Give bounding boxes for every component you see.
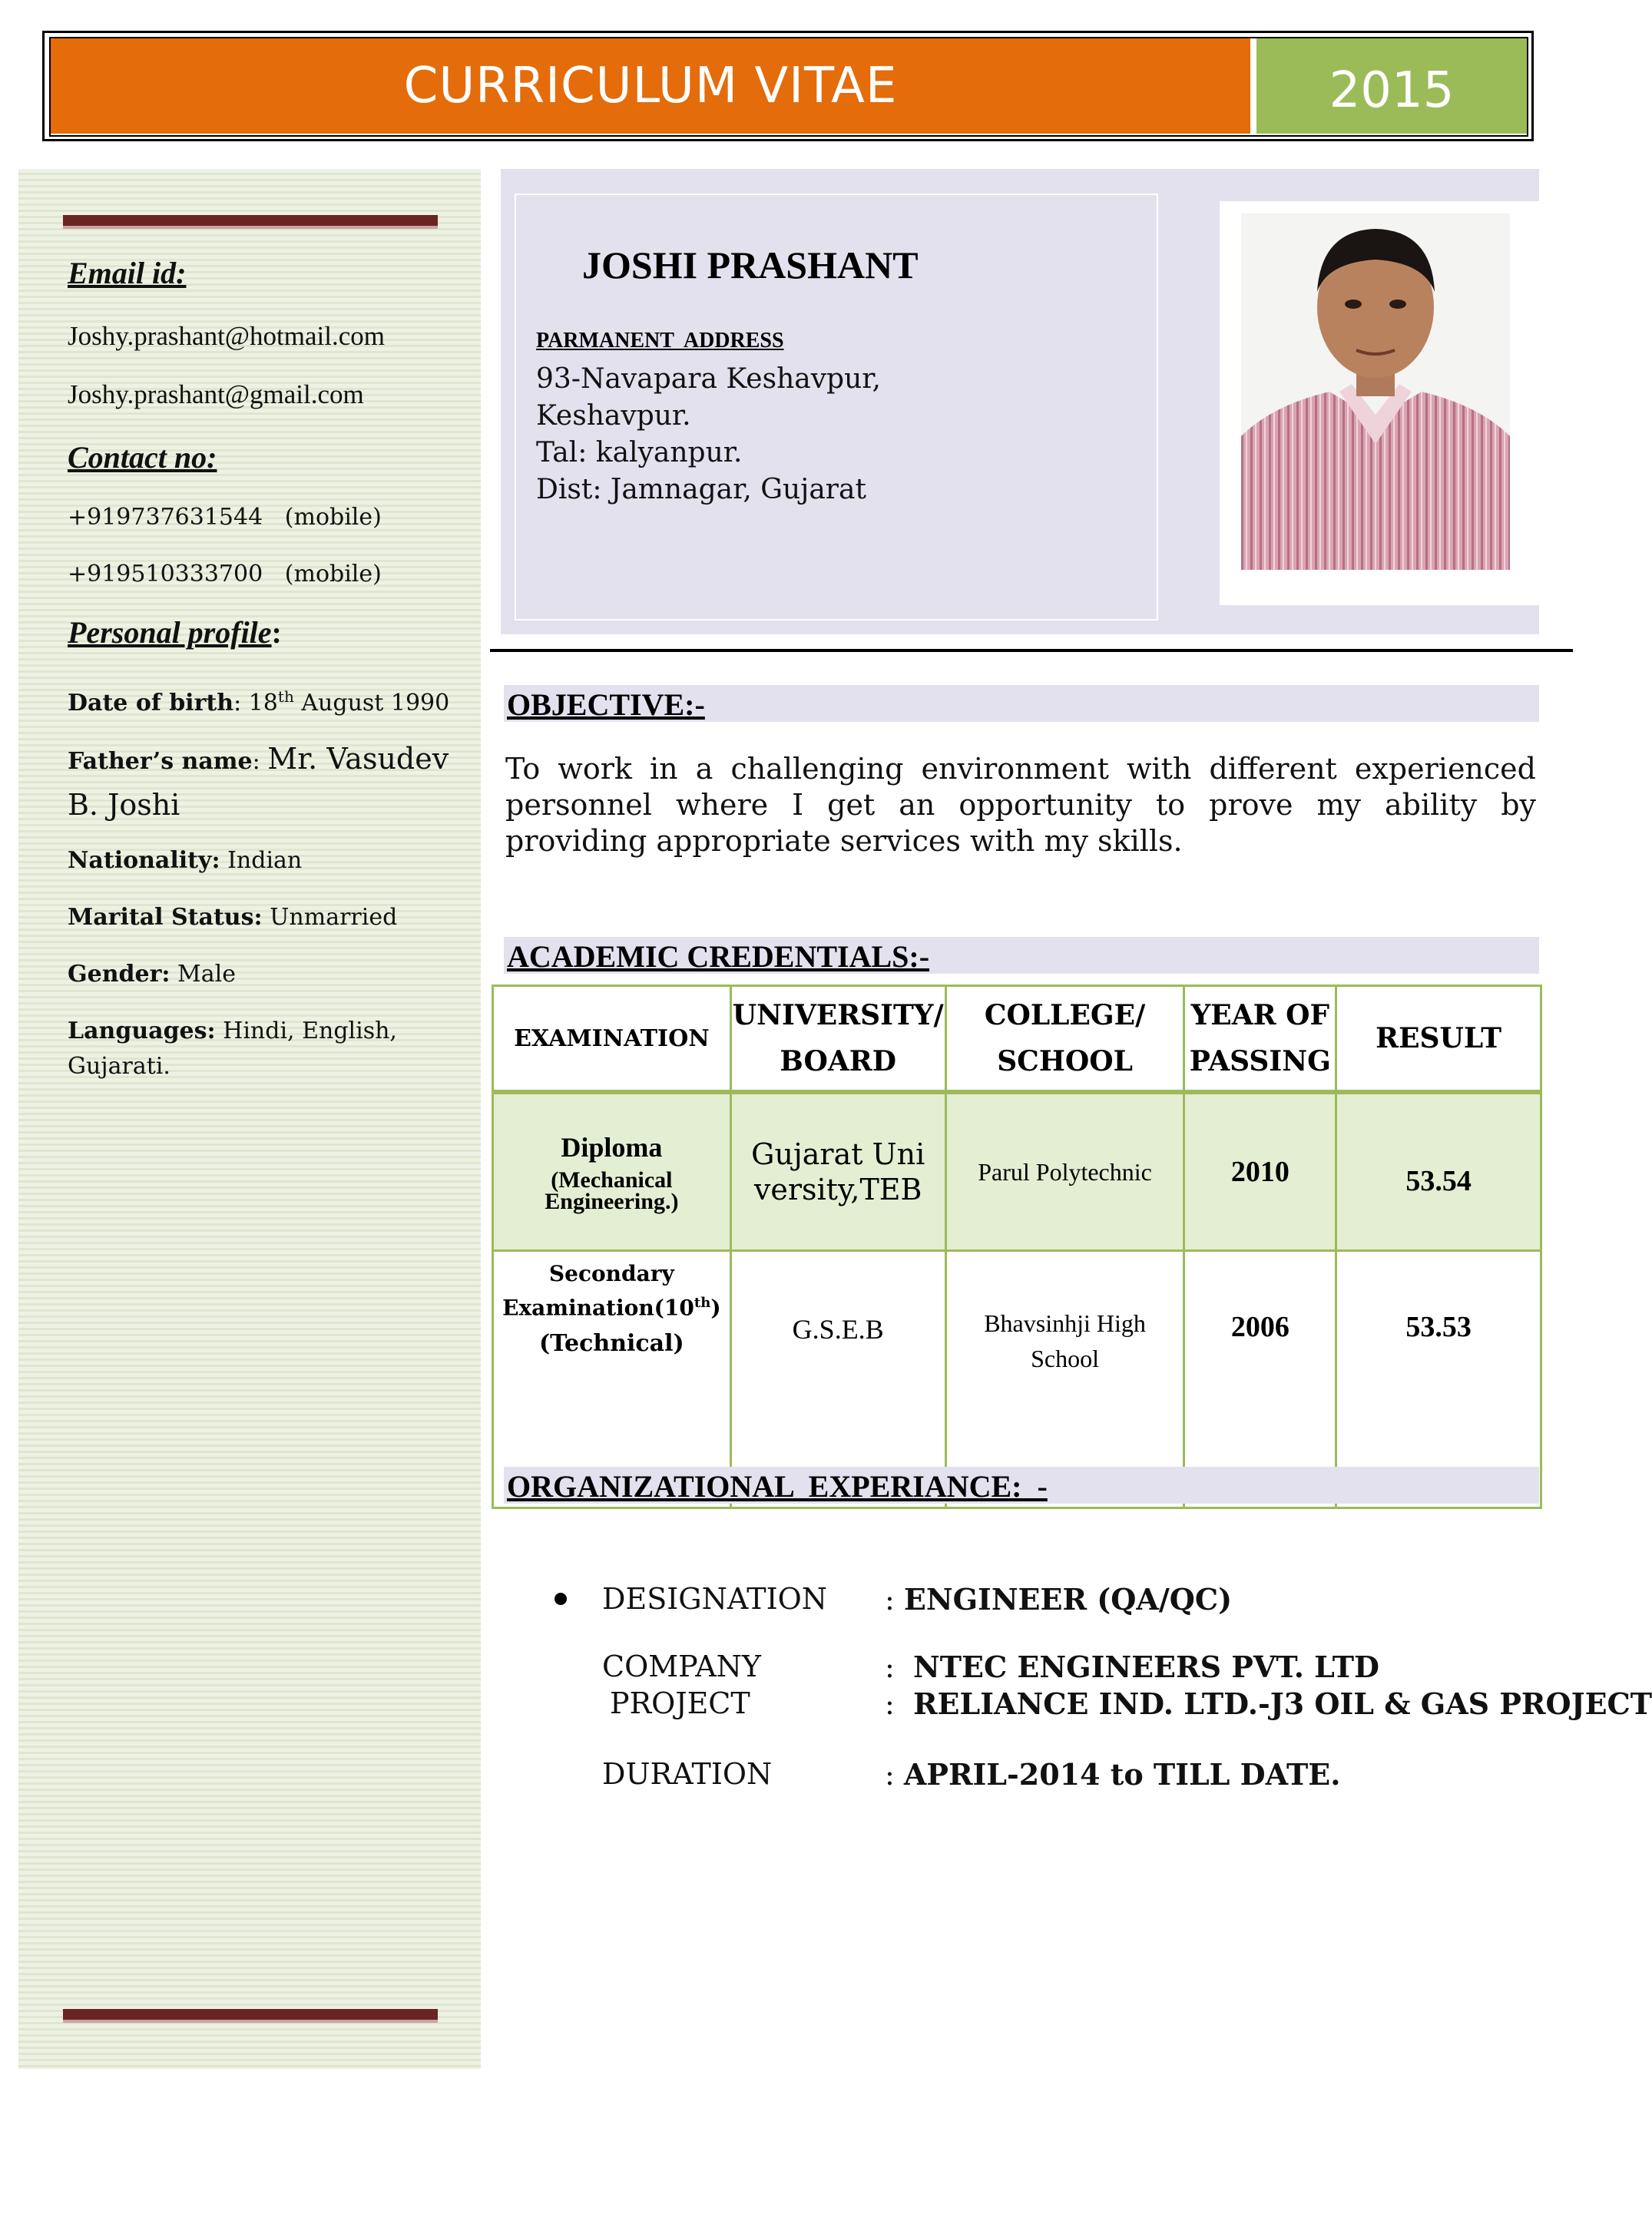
marital-value: Unmarried — [270, 904, 398, 931]
nationality-value: Indian — [227, 847, 303, 874]
header-college-line2: SCHOOL — [997, 1045, 1133, 1077]
header-university — [730, 986, 945, 1093]
row1-exam-sub: (Mechanical Engineering.) — [545, 1167, 679, 1214]
project-label: PROJECT — [610, 1686, 750, 1720]
father-line: Father’s name: Mr. Vasudev B. Joshi — [68, 742, 449, 822]
sidebar-bottom-divider — [63, 2009, 438, 2023]
row2-exam-main-text: Secondary Examination(10 — [502, 1261, 694, 1321]
project-value: RELIANCE IND. LTD.-J3 OIL & GAS PROJECT — [912, 1686, 1652, 1721]
personal-profile-heading-text: Personal profile — [68, 615, 272, 650]
row1-university: Gujarat University,TEB — [730, 1092, 945, 1251]
objective-heading: OBJECTIVE:- — [507, 687, 705, 722]
row1-college: Parul Polytechnic — [945, 1092, 1184, 1251]
marital-label: Marital Status: — [68, 904, 263, 931]
designation-line: : ENGINEER (QA/QC) — [885, 1582, 1233, 1617]
company-label: COMPANY — [602, 1650, 761, 1683]
contact-heading: Contact no: — [68, 440, 217, 475]
profile-photo — [1241, 213, 1510, 570]
header-year-line2: PASSING — [1189, 1045, 1331, 1077]
section-divider — [490, 649, 1573, 652]
nationality-line — [68, 843, 452, 879]
table-header-row — [493, 986, 1541, 1093]
experience-heading-band — [504, 1467, 1539, 1504]
dob-rest: August 1990 — [301, 690, 450, 717]
duration-label: DURATION — [602, 1757, 773, 1791]
gender-line — [68, 957, 452, 992]
dob-day: 18 — [248, 690, 278, 717]
father-label: Father’s name — [68, 748, 253, 775]
table-row — [493, 1092, 1541, 1251]
sidebar-top-divider — [63, 215, 438, 229]
document-year: 2015 — [1256, 38, 1527, 134]
row2-college: Bhavsinhji High School — [945, 1251, 1184, 1508]
academic-table — [492, 985, 1542, 1509]
languages-label: Languages: — [68, 1018, 216, 1044]
header-university-line1: UNIVERSITY/ — [732, 999, 944, 1031]
row2-university: G.S.E.B — [730, 1251, 945, 1508]
row2-exam-main — [494, 1259, 730, 1322]
personal-profile-heading — [68, 614, 282, 650]
gender-value: Male — [177, 961, 236, 988]
address-line-3: Tal: kalyanpur. — [536, 437, 743, 468]
header-college-line1: COLLEGE/ — [984, 999, 1146, 1031]
candidate-name: JOSHI PRASHANT — [582, 243, 919, 286]
address-label: PARMANENT ADDRESS — [536, 329, 784, 352]
academic-heading-band — [504, 937, 1539, 974]
row2-year: 2006 — [1184, 1251, 1336, 1508]
dob-suffix: th — [277, 687, 294, 706]
project-line: : RELIANCE IND. LTD.-J3 OIL & GAS PROJECT — [885, 1686, 1652, 1721]
marital-line — [68, 900, 452, 935]
experience-heading: ORGANIZATIONAL EXPERIANCE: - — [507, 1469, 1048, 1504]
address-block — [536, 361, 881, 508]
bullet-icon — [555, 1593, 567, 1605]
languages-line — [68, 1014, 429, 1084]
designation-value: ENGINEER (QA/QC) — [903, 1582, 1233, 1617]
email-1[interactable]: Joshy.prashant@hotmail.com — [68, 321, 385, 351]
document-title: CURRICULUM VITAE — [51, 38, 1250, 134]
phone-2[interactable]: +919510333700 (mobile) — [68, 561, 382, 587]
header-examination: EXAMINATION — [493, 986, 731, 1093]
row2-exam-sub: (Technical) — [538, 1330, 684, 1358]
nationality-label: Nationality: — [68, 847, 220, 874]
header-college — [945, 986, 1184, 1093]
email-2[interactable]: Joshy.prashant@gmail.com — [68, 379, 364, 409]
phone-1[interactable]: +919737631544 (mobile) — [68, 504, 382, 531]
dob-colon: : — [233, 690, 242, 717]
company-line: : NTEC ENGINEERS PVT. LTD — [885, 1650, 1380, 1684]
header-result: RESULT — [1336, 986, 1541, 1093]
header-university-line2: BOARD — [780, 1045, 896, 1077]
row1-examination — [493, 1092, 731, 1251]
company-value: NTEC ENGINEERS PVT. LTD — [912, 1650, 1380, 1684]
personal-profile-colon: : — [271, 615, 282, 650]
objective-heading-band — [504, 685, 1539, 722]
gender-label: Gender: — [68, 961, 170, 988]
father-value: Mr. Vasudev B. Joshi — [68, 742, 449, 822]
row2-exam-sup: th — [694, 1295, 711, 1311]
dob-label: Date of birth — [68, 690, 234, 717]
row1-exam-main: Diploma — [561, 1132, 663, 1163]
header-year-line1: YEAR OF — [1190, 999, 1330, 1031]
email-heading: Email id: — [68, 256, 187, 290]
address-line-4: Dist: Jamnagar, Gujarat — [536, 474, 866, 505]
academic-heading: ACADEMIC CREDENTIALS:- — [507, 939, 930, 974]
languages-value: Hindi, English, Gujarati. — [68, 1018, 397, 1080]
duration-line: : APRIL-2014 to TILL DATE. — [885, 1757, 1341, 1792]
address-line-2: Keshavpur. — [536, 400, 691, 432]
dob-line — [68, 679, 452, 721]
row2-result: 53.53 — [1336, 1251, 1541, 1508]
objective-text: To work in a challenging environment with different experienced personnel where I get an opportunity to prove my ability by providing appropriate services with my skills. — [505, 752, 1536, 858]
address-line-1: 93-Navapara Keshavpur, — [536, 363, 881, 395]
duration-value: APRIL-2014 to TILL DATE. — [903, 1757, 1341, 1792]
header-year — [1184, 986, 1336, 1093]
row2-exam-close: ) — [710, 1295, 721, 1321]
row1-year: 2010 — [1184, 1092, 1336, 1251]
row1-result: 53.54 — [1336, 1092, 1541, 1251]
designation-label: DESIGNATION — [602, 1582, 827, 1616]
